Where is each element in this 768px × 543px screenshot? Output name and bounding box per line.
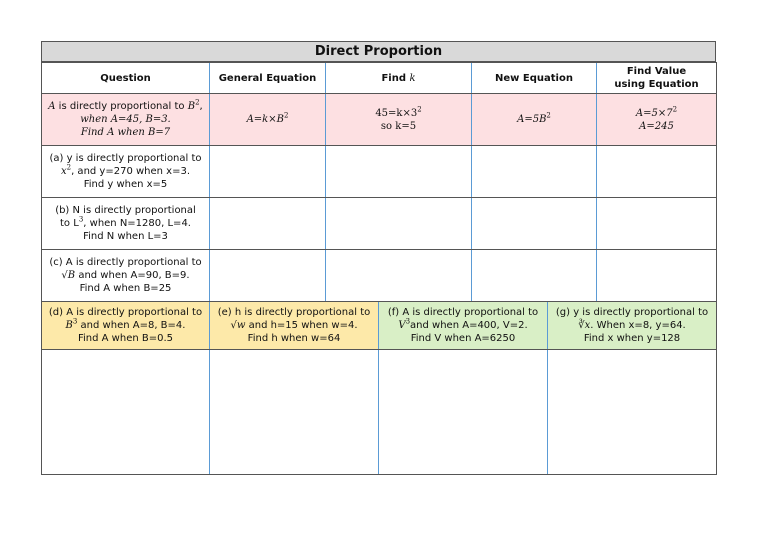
question-e-line3: Find h when w=64 xyxy=(247,332,341,344)
workspace-g[interactable] xyxy=(548,349,717,474)
answer-cell-a-general[interactable] xyxy=(210,146,326,198)
example-find-value xyxy=(597,94,717,146)
question-f-line1: (f) A is directly proportional to xyxy=(387,306,539,318)
question-d-line1: (d) A is directly proportional to xyxy=(48,306,203,318)
question-f-line2b: and when A=400, V=2. xyxy=(410,319,528,331)
example-newq-sup: 2 xyxy=(546,111,551,120)
answer-cell-c-find-k[interactable] xyxy=(326,250,472,302)
worksheet-title: Direct Proportion xyxy=(41,41,716,62)
question-row-c xyxy=(42,250,717,302)
question-cell-d xyxy=(42,302,210,349)
question-g-line1: (g) y is directly proportional to xyxy=(555,306,709,318)
example-value-sup: 2 xyxy=(672,105,678,114)
workspace-d[interactable] xyxy=(42,349,210,474)
question-e-line1: (e) h is directly proportional to xyxy=(217,306,371,318)
example-find-k xyxy=(326,94,472,146)
question-d-line2a: B xyxy=(65,319,73,331)
header-find-value-line1: Find Value xyxy=(626,66,687,77)
question-b-line2b: , when N=1280, L=4. xyxy=(83,218,191,229)
header-find-k xyxy=(326,63,472,94)
question-cell-f xyxy=(379,302,548,349)
worksheet xyxy=(41,41,716,475)
question-cell-e xyxy=(210,302,379,349)
question-a-sup: 2 xyxy=(66,163,72,172)
question-d-sup: 3 xyxy=(72,317,78,326)
question-c-line2b: and when A=90, B=9. xyxy=(75,270,190,281)
example-value-line2: A=245 xyxy=(639,120,674,132)
question-g-line3: Find x when y=128 xyxy=(583,332,681,344)
example-q-var2: B xyxy=(187,101,196,112)
question-cell-a xyxy=(42,146,210,198)
answer-cell-c-general[interactable] xyxy=(210,250,326,302)
workspace-f[interactable] xyxy=(379,349,548,474)
answer-cell-a-find-value[interactable] xyxy=(597,146,717,198)
example-value-line1: A=5×7 xyxy=(635,107,673,119)
example-q-var: A xyxy=(48,101,56,112)
question-row-b xyxy=(42,198,717,250)
question-g-line2b: . When x=8, y=64. xyxy=(590,319,686,331)
question-c-line3: Find A when B=25 xyxy=(79,283,172,294)
question-row-a xyxy=(42,146,717,198)
answer-cell-b-find-value[interactable] xyxy=(597,198,717,250)
header-find-k-var: k xyxy=(409,72,416,84)
question-d-line3: Find A when B=0.5 xyxy=(77,332,173,344)
question-f-line3: Find V when A=6250 xyxy=(410,332,516,344)
answer-cell-b-new-equation[interactable] xyxy=(472,198,597,250)
example-row xyxy=(42,94,717,146)
answer-cell-c-new-equation[interactable] xyxy=(472,250,597,302)
extra-questions-table xyxy=(41,302,717,475)
question-b-line2a: to L xyxy=(60,218,79,229)
question-b-sup: 3 xyxy=(78,215,84,224)
proportion-table xyxy=(41,62,717,302)
example-newq-text: A=5B xyxy=(517,114,547,125)
answer-cell-b-general[interactable] xyxy=(210,198,326,250)
example-q-line2: when A=45, B=3. xyxy=(80,114,171,125)
answer-cell-b-find-k[interactable] xyxy=(326,198,472,250)
question-b-line3: Find N when L=3 xyxy=(83,231,168,242)
question-e-line2b: and h=15 when w=4. xyxy=(245,319,358,331)
question-c-line1: (c) A is directly proportional to xyxy=(49,257,202,268)
question-f-sup: 3 xyxy=(405,317,411,326)
example-findk-line1: 45=k×3 xyxy=(375,107,418,119)
workspace-e[interactable] xyxy=(210,349,379,474)
question-g-line2a: ∛x xyxy=(578,319,591,331)
question-cell-b xyxy=(42,198,210,250)
answer-cell-a-find-k[interactable] xyxy=(326,146,472,198)
header-new-equation: New Equation xyxy=(472,63,597,94)
header-row xyxy=(42,63,717,94)
header-general-equation: General Equation xyxy=(210,63,326,94)
example-general-sup: 2 xyxy=(283,111,289,120)
answer-cell-c-find-value[interactable] xyxy=(597,250,717,302)
question-a-line2a: x xyxy=(60,166,67,177)
header-find-value xyxy=(597,63,717,94)
example-general-equation xyxy=(210,94,326,146)
header-find-k-label: Find xyxy=(381,72,410,84)
example-question: A is directly proportional to $B^2$, when A=45, B=3. Find A when B=7 xyxy=(42,94,210,146)
example-q-text: is directly proportional to xyxy=(55,101,188,112)
question-d-line2b: and when A=8, B=4. xyxy=(77,319,186,331)
extra-questions-row xyxy=(42,302,717,349)
workspace-row xyxy=(42,349,717,474)
example-q-sup: 2 xyxy=(195,98,200,107)
header-question: Question xyxy=(42,63,210,94)
example-general-text: A=k×B xyxy=(246,114,284,125)
question-a-line3: Find y when x=5 xyxy=(83,179,168,190)
example-findk-sup: 2 xyxy=(417,105,422,114)
question-cell-c xyxy=(42,250,210,302)
question-a-line1: (a) y is directly proportional to xyxy=(49,153,202,164)
question-cell-g xyxy=(548,302,717,349)
example-q-line3: Find A when B=7 xyxy=(80,127,171,138)
example-new-equation xyxy=(472,94,597,146)
question-b-line1: (b) N is directly proportional xyxy=(55,205,196,216)
header-find-value-line2: using Equation xyxy=(614,79,699,90)
question-e-line2a: √w xyxy=(230,319,246,331)
question-c-line2a: √B xyxy=(61,270,76,281)
example-findk-line2: so k=5 xyxy=(380,120,417,132)
answer-cell-a-new-equation[interactable] xyxy=(472,146,597,198)
question-f-line2a: V xyxy=(398,319,406,331)
question-a-line2b: , and y=270 when x=3. xyxy=(71,166,191,177)
